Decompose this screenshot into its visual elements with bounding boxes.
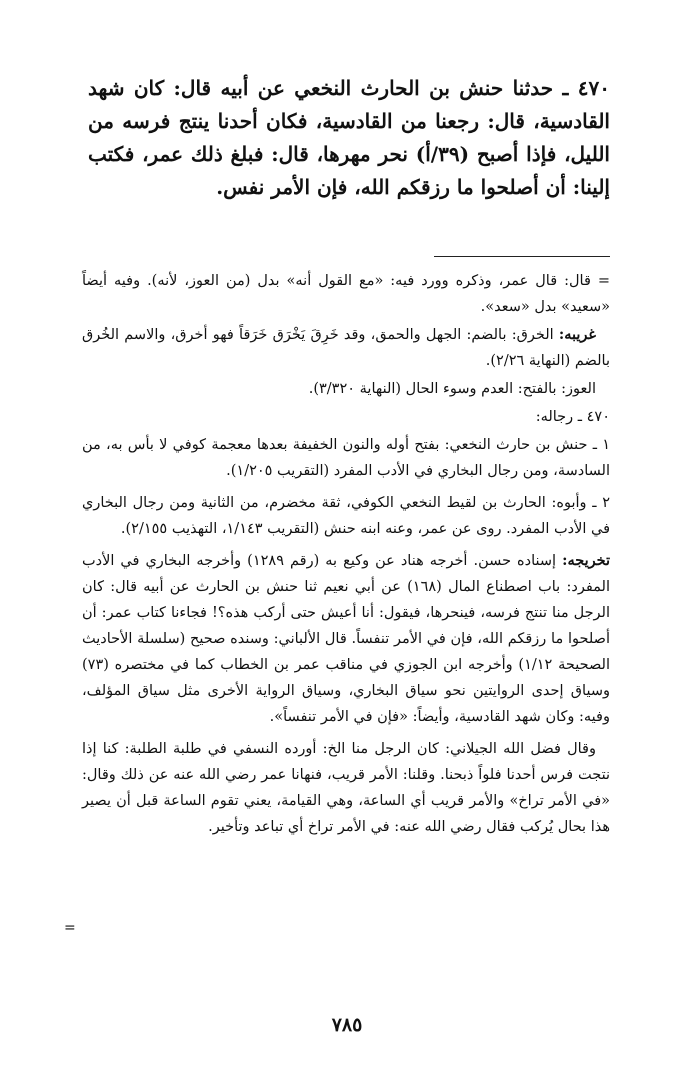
footnote-takhrij [82,548,610,730]
footnotes-section [82,268,610,846]
page-number: ٧٨٥ [331,1014,363,1036]
continuation-mark: = [64,920,76,936]
footnote-continuation: = قال: قال عمر، وذكره وورد فيه: «مع القول أنه» بدل (من العوز، لأنه). وفيه أيضاً «سعيد» بدل «سعد». [82,273,610,315]
footnote-fadlullah: وقال فضل الله الجيلاني: كان الرجل منا الخ: أورده النسفي في طلبة الطلبة: كنا إذا نتجت فرس أحدنا فلواً ذبحنا. وقلنا: الأمر قريب، فنهانا عمر رضي الله عنه عن ذلك وقال: «في الأمر تراخ» والأمر قريب أي الساعة، وهي القيامة، يعني تقوم الساعة قبل أن يصير هذا بحال يُركب فقال رضي الله عنه: في الأمر تراخ أي تباعد وتأخير. [82,741,610,835]
rijal-heading: ٤٧٠ ـ رجاله: [535,409,610,425]
takhrij-label: تخريجه: [562,552,611,569]
gharib-text: الخرق: بالضم: الجهل والحمق، وقد خَرِقَ يَخْرَق خَرَقاً فهو أخرق، والاسم الخُرق بالضم (النهاية ٢/٢٦). [82,327,610,369]
takhrij-text: إسناده حسن. أخرجه هناد عن وكيع به (رقم ١٢٨٩) وأخرجه البخاري في الأدب المفرد: باب اصطناع المال (١٦٨) عن أبي نعيم ثنا حنش بن الحارث عن أبيه قال: كان الرجل منا تنتج فرسه، فينحرها، فيقول: أنا أعيش حتى أركب هذه؟! فجاءنا كتاب عمر: أن أصلحوا ما رزقكم الله، فإن في الأمر تنفساً. قال الألباني: وسنده صحيح (سلسلة الأحاديث الصحيحة ١/١٢) وأخرجه ابن الجوزي في مناقب عمر بن الخطاب كما في مختصره (٧٣) وسياق إحدى الروايتين نحو سياق البخاري، وسياق الرواية الأخرى مثل سياق المؤلف، وفيه: وكان شهد القادسية، وأيضاً: «فإن في الأمر تنفساً». [82,553,610,725]
footnote-divider [434,256,610,257]
hadith-470-paragraph: ٤٧٠ ـ حدثنا حنش بن الحارث النخعي عن أبيه قال: كان شهد القادسية، قال: رجعنا من القادسية، فكان أحدنا ينتج فرسه من الليل، فإذا أصبح (٣٩/أ) نحر مهرها، قال: فبلغ ذلك عمر، فكتب إلينا: أن أصلحوا ما رزقكم الله، فإن الأمر نفس. [88,76,610,199]
footnote-gharib [82,322,610,374]
rijal-narrator-2: ٢ ـ وأبوه: الحارث بن لقيط النخعي الكوفي، ثقة مخضرم، من الثانية ومن رجال البخاري في الأدب المفرد. روى عن عمر، وعنه ابنه حنش (التقريب ١/١٤٣، التهذيب ٢/١٥٥). [82,495,610,537]
footnote-awz: العوز: بالفتح: العدم وسوء الحال (النهاية ٣/٣٢٠). [308,381,596,397]
gharib-label: غريبه: [558,326,596,343]
rijal-narrator-1: ١ ـ حنش بن حارث النخعي: بفتح أوله والنون الخفيفة بعدها معجمة كوفي لا بأس به، من السادسة، ومن رجال البخاري في الأدب المفرد (التقريب ١/٢٠٥). [82,437,610,479]
hadith-main-text [88,72,610,204]
